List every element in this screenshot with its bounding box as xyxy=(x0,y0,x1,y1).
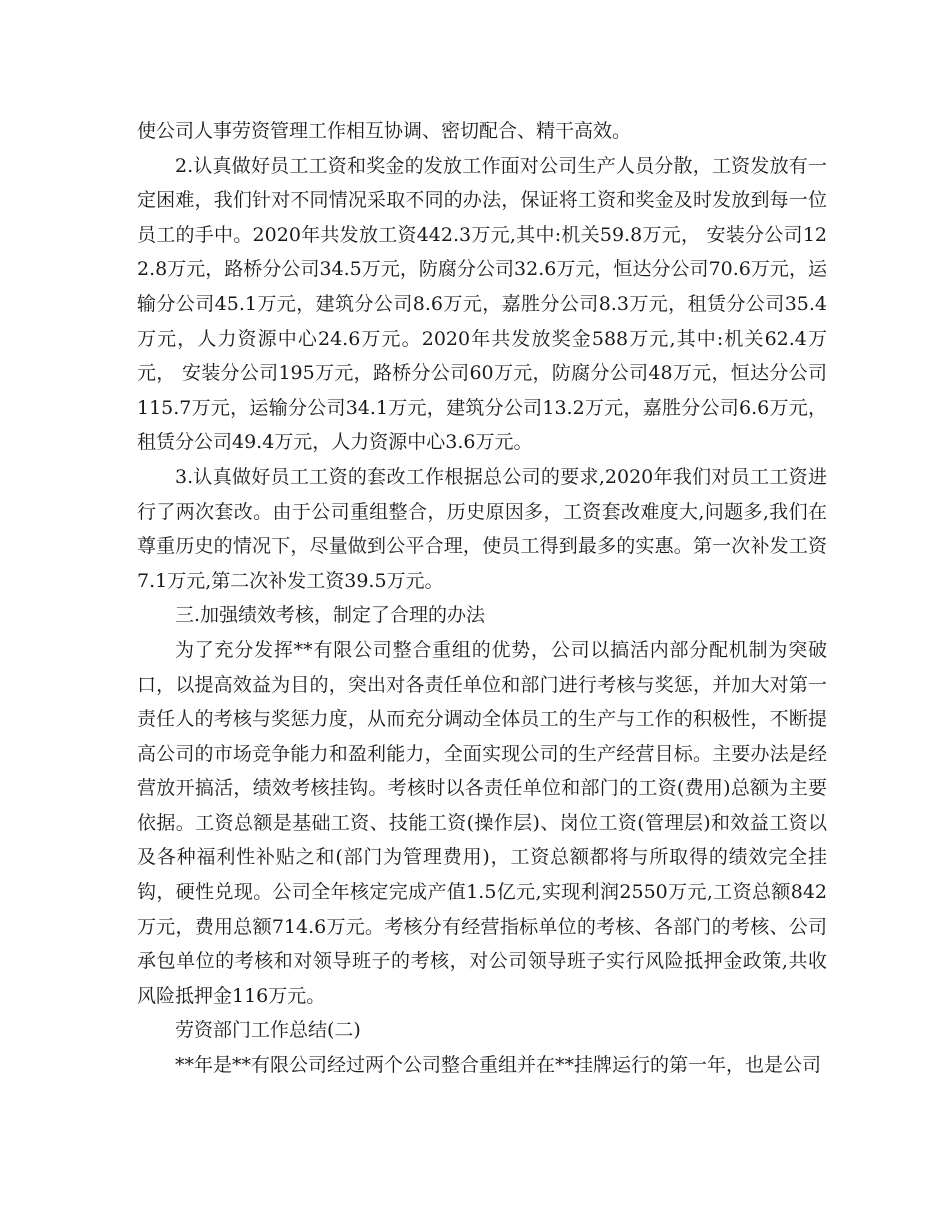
section-title-summary-two: 劳资部门工作总结(二) xyxy=(175,1019,361,1042)
paragraph-salary-reform: 3.认真做好员工工资的套改工作根据总公司的要求,2020年我们对员工工资进行了两次套改。由于公司重组整合，历史原因多，工资套改难度大,问题多,我们在尊重历史的情况下，尽量做到公平合理，使员工得到最多的实惠。第一次补发工资7.1万元,第二次补发工资39.5万元。 xyxy=(137,465,827,592)
paragraph-continuation: 使公司人事劳资管理工作相互协调、密切配合、精干高效。 xyxy=(137,120,632,142)
section-heading-performance: 三.加强绩效考核，制定了合理的办法 xyxy=(175,604,486,627)
paragraph-summary-intro: **年是**有限公司经过两个公司整合重组并在**挂牌运行的第一年，也是公司 xyxy=(175,1054,822,1077)
paragraph-performance-assessment: 为了充分发挥**有限公司整合重组的优势，公司以搞活内部分配机制为突破口，以提高效益为目的，突出对各责任单位和部门进行考核与奖惩，并加大对第一责任人的考核与奖惩力度，从而充分调动全体员工的生产与工作的积极性，不断提高公司的市场竞争能力和盈利能力，全面实现公司的生产经营目标。主要办法是经营放开搞活，绩效考核挂钩。考核时以各责任单位和部门的工资(费用)总额为主要依据。工资总额是基础工资、技能工资(操作层)、岗位工资(管理层)和效益工资以及各种福利性补贴之和(部门为管理费用)，工资总额都将与所取得的绩效完全挂钩，硬性兑现。公司全年核定完成产值1.5亿元,实现利润2550万元,工资总额842万元，费用总额714.6万元。考核分有经营指标单位的考核、各部门的考核、公司承包单位的考核和对领导班子的考核，对公司领导班子实行风险抵押金政策,共收风险抵押金116万元。 xyxy=(137,638,827,1007)
paragraph-salary-bonus-distribution: 2.认真做好员工工资和奖金的发放工作面对公司生产人员分散，工资发放有一定困难，我们针对不同情况采取不同的办法，保证将工资和奖金及时发放到每一位员工的手中。2020年共发放工资442.3万元,其中:机关59.8万元， 安装分公司122.8万元，路桥分公司34.5万元，防腐分公司32.6万元，恒达分公司70.6万元，运输分公司45.1万元，建筑分公司8.6万元，嘉胜分公司8.3万元，租赁分公司35.4万元，人力资源中心24.6万元。2020年共发放奖金588万元,其中:机关62.4万元， 安装分公司195万元，路桥分公司60万元，防腐分公司48万元，恒达分公司115.7万元，运输分公司34.1万元，建筑分公司13.2万元，嘉胜分公司6.6万元，租赁分公司49.4万元，人力资源中心3.6万元。 xyxy=(137,154,827,454)
document-body xyxy=(137,114,827,1083)
